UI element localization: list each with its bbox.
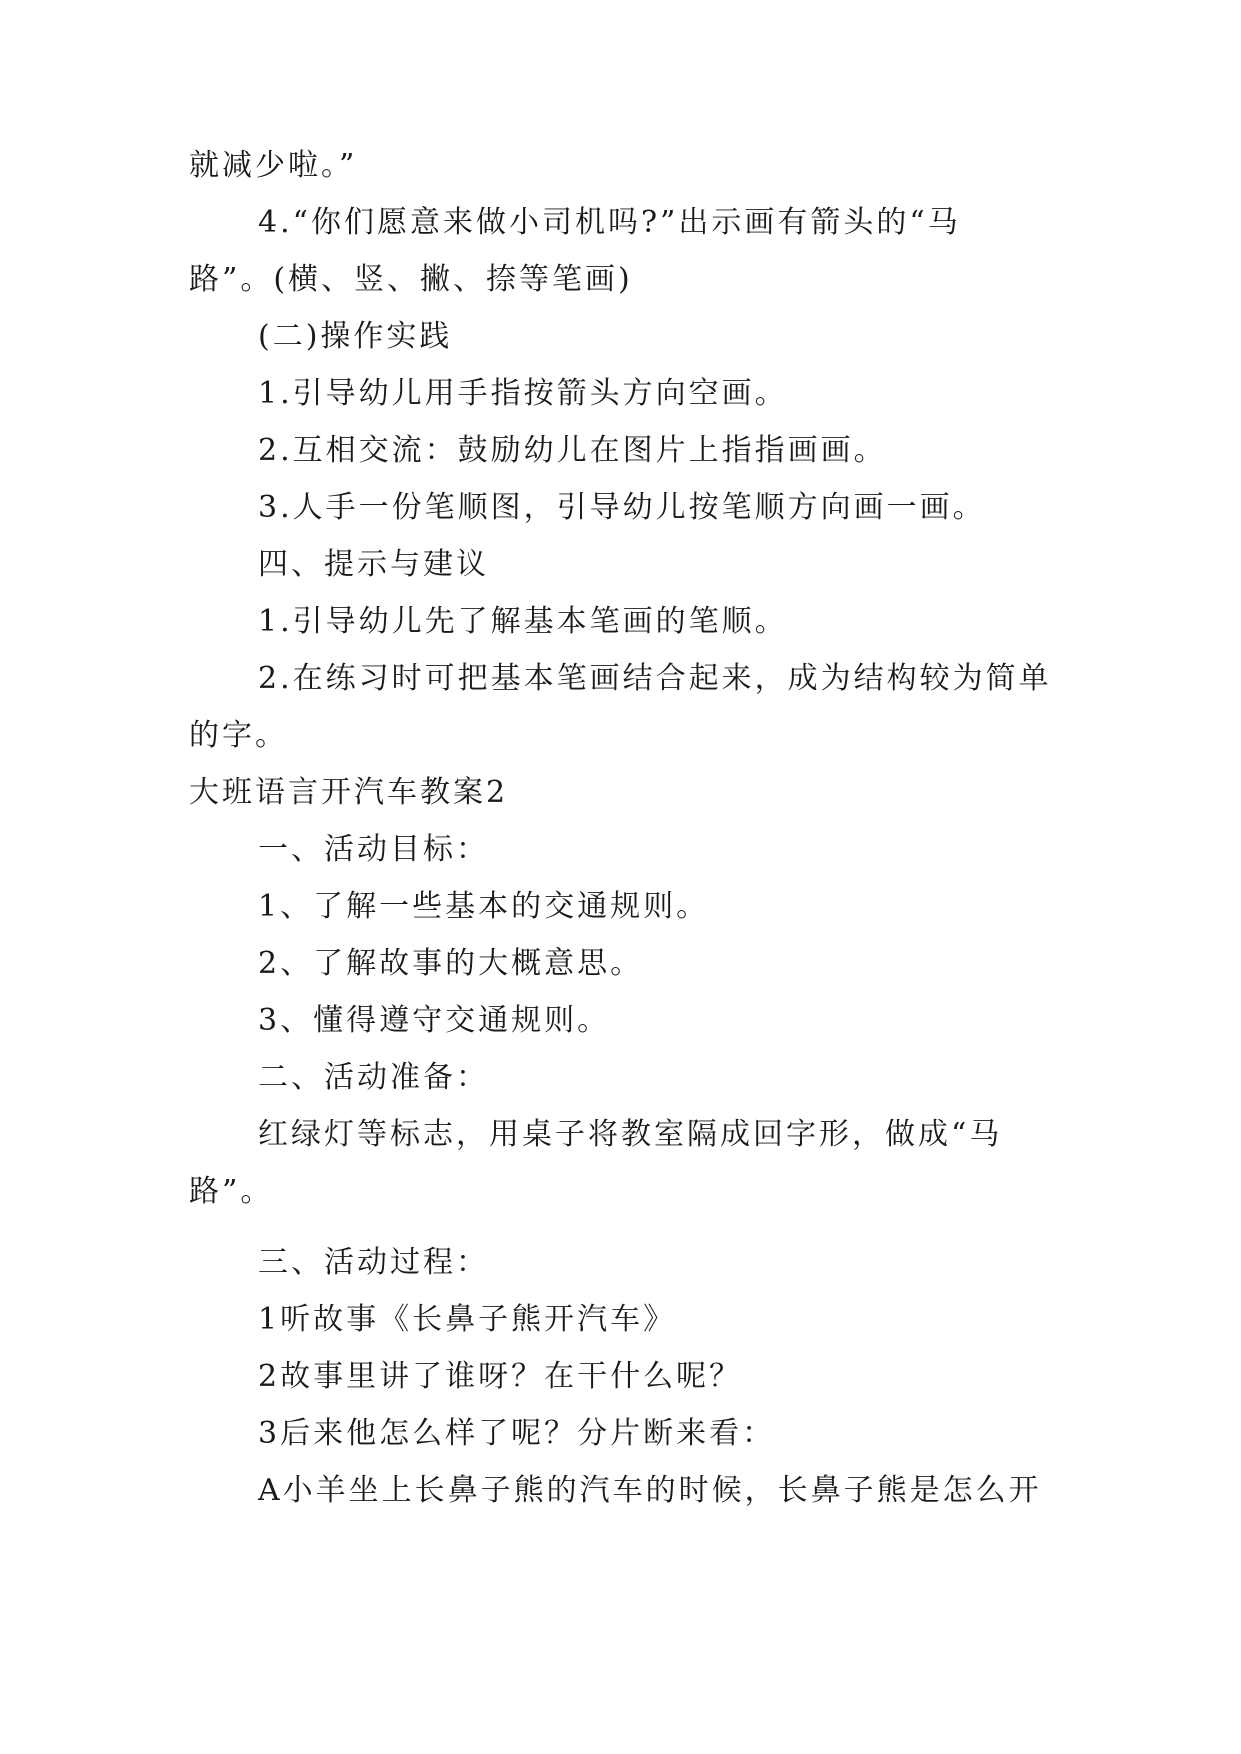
text-line: 3、懂得遵守交通规则。 <box>258 1003 611 1038</box>
text-line: 的字。 <box>189 718 288 753</box>
text-line: 红绿灯等标志，用桌子将教室隔成回字形，做成“马 <box>258 1117 1003 1152</box>
text-line: 4.“你们愿意来做小司机吗?”出示画有箭头的“马 <box>258 205 961 240</box>
section-heading: 四、提示与建议 <box>258 547 489 582</box>
section-heading: 二、活动准备： <box>258 1060 489 1095</box>
document-title: 大班语言开汽车教案2 <box>189 775 509 810</box>
text-line: 1听故事《长鼻子熊开汽车》 <box>258 1302 677 1337</box>
text-line: 2故事里讲了谁呀？在干什么呢？ <box>258 1359 743 1394</box>
text-line: 2.在练习时可把基本笔画结合起来，成为结构较为简单 <box>258 661 1052 696</box>
text-line: 1.引导幼儿用手指按箭头方向空画。 <box>258 376 788 411</box>
text-line: 就减少啦。” <box>189 148 358 183</box>
text-line: 2.互相交流：鼓励幼儿在图片上指指画画。 <box>258 433 887 468</box>
text-line: 3后来他怎么样了呢？分片断来看： <box>258 1416 776 1451</box>
text-line: 1.引导幼儿先了解基本笔画的笔顺。 <box>258 604 788 639</box>
text-line: A小羊坐上长鼻子熊的汽车的时候，长鼻子熊是怎么开 <box>258 1473 1042 1508</box>
text-line: 2、了解故事的大概意思。 <box>258 946 644 981</box>
text-line: 路”。(横、竖、撇、捺等笔画) <box>189 262 633 297</box>
section-heading: 一、活动目标： <box>258 832 489 867</box>
section-heading: (二)操作实践 <box>258 319 453 354</box>
section-heading: 三、活动过程： <box>258 1245 489 1280</box>
text-line: 3.人手一份笔顺图，引导幼儿按笔顺方向画一画。 <box>258 490 986 525</box>
text-line: 1、了解一些基本的交通规则。 <box>258 889 710 924</box>
text-line: 路”。 <box>189 1174 274 1209</box>
